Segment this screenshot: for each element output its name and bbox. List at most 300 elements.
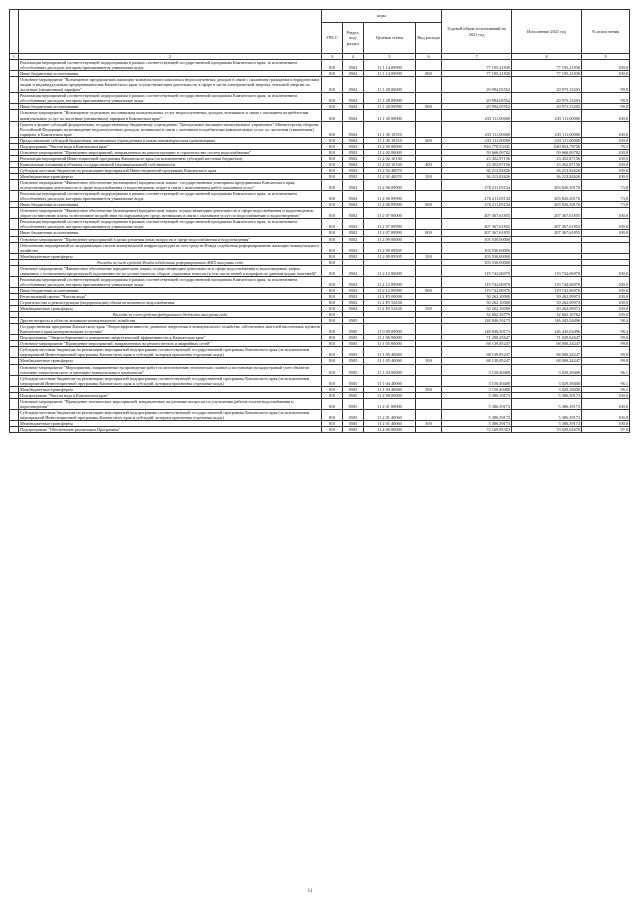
cell-plan: 3 150,40400 (442, 375, 512, 386)
cell-target-article: 11 2 00 00000 (364, 392, 416, 398)
cell-fact: 68 000,24247 (512, 347, 582, 358)
cell-fact: 3 029,38400 (512, 386, 582, 392)
cell-name: Основное мероприятие "Мероприятия, направленные на проведение работ по изготовлению технических планов и постановке на кадастровый учет объектов топливно-энергетического и жилищно-коммунального комплексов" (19, 364, 322, 375)
cell-target-article: 11 1 28 09990 (364, 93, 416, 104)
header-plan: Годовой объем ассигнований на 2021 год (442, 10, 512, 54)
cell-grbs: 810 (322, 77, 343, 93)
cell-fact (512, 242, 582, 253)
cell-name: Основное мероприятие "Проведение мероприятий, направленных на реконструкцию и строительство систем водоснабжения" (19, 149, 322, 155)
cell-razdel: 0505 (343, 364, 364, 375)
cell-fact: 70 029,02676 (512, 427, 582, 433)
cell-expense-type: 500 (416, 421, 442, 427)
cell-expense-type (416, 77, 442, 93)
cell-percent: 100,0 (582, 208, 630, 219)
cell-grbs: 810 (322, 398, 343, 409)
budget-table (9, 9, 630, 433)
cell-percent: 99,9 (582, 77, 630, 93)
cell-plan: 103 530,00000 (442, 253, 512, 259)
row-spacer-cell (10, 375, 19, 386)
cell-grbs: 810 (322, 121, 343, 137)
cell-expense-type (416, 276, 442, 287)
cell-fact: 20 975,13203 (512, 93, 582, 104)
cell-fact: 5 386,39173 (512, 398, 582, 409)
cell-percent: 78,5 (582, 143, 630, 149)
cell-percent: 99,6 (582, 335, 630, 341)
cell-plan: 20 994,05552 (442, 77, 512, 93)
cell-grbs: 810 (322, 276, 343, 287)
cell-fact: 5 386,39173 (512, 392, 582, 398)
cell-fact: 5 386,39173 (512, 409, 582, 420)
cell-name: Реализация мероприятий Инвестиционной программы Камчатского края (за исключением субсидий местным бюджетам) (19, 155, 322, 161)
cell-percent: 96,1 (582, 364, 630, 375)
cell-grbs: 810 (322, 71, 343, 77)
cell-grbs: 810 (322, 180, 343, 191)
cell-expense-type (416, 180, 442, 191)
cell-plan: 36 213,82626 (442, 173, 512, 179)
row-spacer-cell (10, 347, 19, 358)
cell-target-article: 11 2 09 00000 (364, 236, 416, 242)
table-row (10, 375, 630, 386)
cell-razdel: 0505 (343, 421, 364, 427)
cell-fact: 68 000,24247 (512, 341, 582, 347)
cell-fact: 119 742,06970 (512, 287, 582, 293)
cell-target-article: 11 1 14 09990 (364, 60, 416, 71)
cell-fact: 20 975,13203 (512, 104, 582, 110)
cell-expense-type (416, 208, 442, 219)
cell-target-article: 11 2 12 00000 (364, 265, 416, 276)
cell-razdel: 0502 (343, 93, 364, 104)
cell-razdel: 0502 (343, 242, 364, 253)
cell-expense-type: 800 (416, 71, 442, 77)
cell-plan: 68 139,85247 (442, 358, 512, 364)
cell-plan: 77 195,21830 (442, 71, 512, 77)
row-spacer-cell (10, 208, 19, 219)
cell-expense-type: 500 (416, 358, 442, 364)
table-row (10, 110, 630, 121)
cell-razdel: 0505 (343, 392, 364, 398)
header-codes: коды (322, 10, 442, 23)
cell-expense-type: 800 (416, 287, 442, 293)
cell-percent: 73,8 (582, 180, 630, 191)
cell-grbs: 810 (322, 287, 343, 293)
cell-name: Основное мероприятие "Проведение мероприятий, направленных на ремонт ветхих и аварийных сетей" (19, 341, 322, 347)
cell-grbs: 810 (322, 219, 343, 230)
table-row (10, 265, 630, 276)
cell-grbs: 810 (322, 324, 343, 335)
cell-percent: 99,9 (582, 104, 630, 110)
cell-plan: 207 367,61855 (442, 219, 512, 230)
cell-percent: 100,0 (582, 60, 630, 71)
cell-target-article: 11 4 00 00000 (364, 427, 416, 433)
cell-plan: 276 211,05134 (442, 202, 512, 208)
cell-razdel: 0505 (343, 427, 364, 433)
cell-target-article: 11 2 07 09990 (364, 230, 416, 236)
cell-plan: 207 367,61855 (442, 208, 512, 219)
cell-percent (582, 242, 630, 253)
cell-grbs: 810 (322, 259, 343, 265)
row-spacer-cell (10, 191, 19, 202)
cell-expense-type (416, 427, 442, 433)
cell-percent: 99,8 (582, 347, 630, 358)
cell-fact: 3 029,38400 (512, 375, 582, 386)
cell-percent: 100,0 (582, 287, 630, 293)
cell-percent: 100,0 (582, 230, 630, 236)
cell-razdel: 0502 (343, 149, 364, 155)
cell-percent: 100,0 (582, 71, 630, 77)
cell-fact: 5 386,39173 (512, 421, 582, 427)
cell-percent: 100,0 (582, 110, 630, 121)
cell-name: Межбюджетные трансферты (19, 253, 322, 259)
cell-grbs: 810 (322, 409, 343, 420)
cell-expense-type (416, 60, 442, 71)
cell-percent: 100,0 (582, 149, 630, 155)
cell-name: Иные бюджетные ассигнования (19, 104, 322, 110)
cell-percent: 100,0 (582, 167, 630, 173)
cell-grbs: 810 (322, 347, 343, 358)
cell-grbs: 810 (322, 242, 343, 253)
cell-percent: 100,0 (582, 155, 630, 161)
cell-grbs: 810 (322, 236, 343, 242)
cell-name: Расходы за счет средств Фонда содействия реформированию ЖКХ внесуммы года (19, 259, 322, 265)
cell-plan: 5 386,39173 (442, 409, 512, 420)
cell-name: Иные бюджетные ассигнования (19, 71, 322, 77)
cell-grbs: 810 (322, 167, 343, 173)
cell-fact: 207 367,61855 (512, 230, 582, 236)
cell-razdel: 0502 (343, 202, 364, 208)
cell-target-article: 11 1 05 40060 (364, 347, 416, 358)
cell-fact: 23 452,87156 (512, 161, 582, 167)
cell-name: Реализация мероприятий соответствующей подпрограммы в рамках соответствующей государственной программы Камчатского края, за исключением обособленных расходов, которым присваиваются уникальные коды (19, 191, 322, 202)
cell-razdel: 0505 (343, 347, 364, 358)
cell-razdel: 0505 (343, 358, 364, 364)
cell-percent: 99,8 (582, 341, 630, 347)
header-target-article: Целевая статья (364, 23, 416, 54)
cell-razdel: 0502 (343, 60, 364, 71)
cell-fact: 68 000,24247 (512, 358, 582, 364)
cell-plan: 23 452,87156 (442, 161, 512, 167)
cell-grbs: 810 (322, 364, 343, 375)
cell-razdel: 0502 (343, 287, 364, 293)
cell-plan: 119 742,06970 (442, 276, 512, 287)
cell-plan: 20 994,05552 (442, 93, 512, 104)
cell-percent: 100,0 (582, 300, 630, 306)
cell-percent: 100,0 (582, 161, 630, 167)
cell-razdel: 0505 (343, 375, 364, 386)
cell-plan: 119 742,06970 (442, 265, 512, 276)
cell-target-article: 11 1 14 09990 (364, 71, 416, 77)
table-row (10, 409, 630, 420)
cell-name: Межбюджетные трансферты (19, 358, 322, 364)
cell-name: Реализация мероприятий соответствующей подпрограммы в рамках соответствующей государственной программы Камчатского края, за исключением обособленных расходов, которым присваиваются уникальные коды (19, 60, 322, 71)
row-spacer-cell (10, 398, 19, 409)
cell-name: Иные бюджетные ассигнования (19, 202, 322, 208)
cell-name: Основное мероприятие "Проведение мероприятий в целях решения иных вопросов в сфере водоснабжения и водоотведения" (19, 236, 322, 242)
cell-expense-type: 500 (416, 253, 442, 259)
row-spacer-cell (10, 242, 19, 253)
cell-grbs: 810 (322, 318, 343, 324)
cell-percent: 100,0 (582, 421, 630, 427)
header-grbs: ГРБ С (322, 23, 343, 54)
cell-target-article: 11 2 06 00000 (364, 180, 416, 191)
cell-grbs: 810 (322, 358, 343, 364)
cell-expense-type (416, 347, 442, 358)
row-spacer-cell (10, 180, 19, 191)
cell-expense-type (416, 265, 442, 276)
cell-target-article: 11 1 30 00000 (364, 110, 416, 121)
cell-target-article: 11 2 01 00000 (364, 398, 416, 409)
cell-grbs: 810 (322, 149, 343, 155)
cell-razdel: 0505 (343, 318, 364, 324)
row-spacer-cell (10, 427, 19, 433)
cell-grbs: 810 (322, 375, 343, 386)
cell-name: Гранты в форме субсидий федеральному государственному бюджетному учреждению "Центральное жилищно-коммунальное управление" Министерства обороны Российской Федерации на возмещение недополученных доходов, возникших в связи с оказанием потребителям коммунальных услуг по льготным (сниженным) тарифам, в Камчатском крае (19, 121, 322, 137)
cell-razdel: 0502 (343, 276, 364, 287)
cell-target-article: 11 0 00 00000 (364, 324, 416, 335)
cell-name: Строительство и реконструкция (модернизация) объектов питьевого водоснабжения (19, 300, 322, 306)
cell-name: Субсидии местным бюджетам на реализацию мероприятий подпрограммы соответствующей государственной программы Камчатского края (за исключением мероприятий Инвестиционной программы Камчатского края и субсидий, которым присвоены отдельные коды) (19, 375, 322, 386)
cell-expense-type (416, 375, 442, 386)
cell-percent: 100,0 (582, 409, 630, 420)
cell-grbs: 810 (322, 293, 343, 299)
cell-fact: 207 367,61855 (512, 208, 582, 219)
cell-name: Субсидии местным бюджетам на реализацию мероприятий подпрограммы соответствующей государственной программы Камчатского края (за исключением мероприятий Инвестиционной программы Камчатского края и субсидий, которым присвоены отдельные коды) (19, 409, 322, 420)
cell-fact: 3 029,38400 (512, 364, 582, 375)
cell-name: Расходы за счет средств федерального бюджета внесуммы года (19, 312, 322, 318)
cell-fact: 207 367,61855 (512, 219, 582, 230)
cell-target-article: 11 2 F5 52430 (364, 300, 416, 306)
row-spacer-cell (10, 110, 19, 121)
cell-grbs: 810 (322, 265, 343, 276)
row-spacer-cell (10, 364, 19, 375)
cell-target-article: 11 2 02 10130 (364, 161, 416, 167)
cell-razdel: 0505 (343, 409, 364, 420)
cell-target-article: 11 1 05 40060 (364, 358, 416, 364)
table-row (10, 364, 630, 375)
row-spacer-cell (10, 409, 19, 420)
table-row (10, 242, 630, 253)
cell-percent: 96,1 (582, 375, 630, 386)
cell-plan: 148 846,50173 (442, 318, 512, 324)
cell-plan: 5 386,39173 (442, 421, 512, 427)
cell-name: Основное мероприятие "Проведение технических мероприятий, направленных на решение вопросов по улучшению работы систем водоснабжения и водоотведения" (19, 398, 322, 409)
cell-razdel: 0502 (343, 208, 364, 219)
cell-fact: 50 262,09973 (512, 300, 582, 306)
column-number: 1 (10, 54, 19, 60)
cell-name: Обеспечение мероприятий по модернизации систем коммунальной инфраструктуры за счет средств Фонда содействия реформированию жилищно-коммунального хозяйства (19, 242, 322, 253)
cell-plan: 20 994,05552 (442, 104, 512, 110)
table-row (10, 77, 630, 93)
cell-target-article: 11 2 09 09505 (364, 253, 416, 259)
cell-expense-type (416, 398, 442, 409)
cell-plan: 276 211,05134 (442, 180, 512, 191)
cell-razdel: 0502 (343, 110, 364, 121)
cell-plan: 23 452,87156 (442, 155, 512, 161)
cell-target-article: 11 2 F5 52430 (364, 306, 416, 312)
cell-plan: 207 367,61855 (442, 230, 512, 236)
cell-plan: 3 150,40400 (442, 386, 512, 392)
column-number: 3 (322, 54, 343, 60)
header-percent: % испол нения (582, 10, 630, 54)
cell-plan: 36 213,82626 (442, 167, 512, 173)
cell-grbs: 810 (322, 386, 343, 392)
cell-grbs: 810 (322, 104, 343, 110)
cell-expense-type (416, 324, 442, 335)
cell-fact: 203 826,30176 (512, 202, 582, 208)
cell-name: Предоставление субсидий бюджетным, автономным учреждениям и иным некоммерческим организациям (19, 137, 322, 143)
cell-razdel: 0505 (343, 341, 364, 347)
cell-name: Межбюджетные трансферты (19, 173, 322, 179)
cell-name: Подпрограмма "Энергосбережение и повышение энергетической эффективности в Камчатском крае" (19, 335, 322, 341)
cell-fact: 20 975,13203 (512, 77, 582, 93)
cell-razdel: 0502 (343, 137, 364, 143)
cell-grbs: 810 (322, 143, 343, 149)
table-row (10, 347, 630, 358)
table-row (10, 93, 630, 104)
cell-grbs: 810 (322, 60, 343, 71)
cell-name: Основное мероприятие "Возмещение предприятиям жилищно-коммунального комплекса недополученных доходов в связи с оказанием гражданам и юридическим лицам и индивидуальным предпринимателям Камчатского края, осуществляющим деятельность в сфере в части электрической энергии, тепловой энергии по льготным (сниженным) тарифам" (19, 77, 322, 93)
column-number: 6 (416, 54, 442, 60)
header-expense-type: Вид расхода (416, 23, 442, 54)
cell-target-article: 11 2 06 09990 (364, 191, 416, 202)
cell-grbs: 810 (322, 300, 343, 306)
cell-grbs: 810 (322, 173, 343, 179)
row-spacer-cell (10, 93, 19, 104)
cell-name: Основное мероприятие "Возмещение отдельным поставщикам коммунальных услуг недополученных доходов, возникших в связи с оказанием потребителям коммунальных услуг по льготным (сниженным) тарифам в Камчатском крае" (19, 110, 322, 121)
column-number: 8 (512, 54, 582, 60)
cell-target-article: 11 2 02 10130 (364, 155, 416, 161)
cell-razdel: 0502 (343, 167, 364, 173)
cell-name: Основное мероприятие "Финансовое обеспечение (возмещение) юридическим лицам - государственным унитарным предприятиям Камчатского края, осуществляющим деятельность в сфере водоснабжения и водоотведения, затрат в связи с выполнением работ, оказанием услуг" (19, 180, 322, 191)
cell-plan: 103 530,00000 (442, 242, 512, 253)
cell-plan: 77 195,21830 (442, 60, 512, 71)
cell-name: Субсидии местным бюджетам на реализацию мероприятий подпрограммы соответствующей государственной программы Камчатского края (за исключением мероприятий Инвестиционной программы Камчатского края и субсидий, которым присвоены отдельные коды) (19, 347, 322, 358)
cell-fact: 36 213,82626 (512, 173, 582, 179)
cell-target-article: 11 2 00 00000 (364, 143, 416, 149)
cell-percent: 73,8 (582, 202, 630, 208)
cell-percent: 100,0 (582, 265, 630, 276)
row-spacer-cell (10, 219, 19, 230)
row-spacer-cell (10, 324, 19, 335)
cell-percent: 73,8 (582, 191, 630, 202)
cell-plan: 816 779,53341 (442, 143, 512, 149)
cell-fact: 233 111,00000 (512, 137, 582, 143)
cell-fact: 119 742,06970 (512, 276, 582, 287)
cell-name: Подпрограмма "Чистая вода в Камчатском крае" (19, 392, 322, 398)
cell-grbs: 810 (322, 392, 343, 398)
table-row (10, 180, 630, 191)
cell-grbs: 810 (322, 110, 343, 121)
cell-plan: 119 742,06970 (442, 287, 512, 293)
cell-plan: 50 262,10000 (442, 293, 512, 299)
cell-target-article: 11 1 05 00000 (364, 341, 416, 347)
cell-razdel: 0502 (343, 236, 364, 242)
cell-razdel: 0502 (343, 77, 364, 93)
row-spacer-cell (10, 60, 19, 71)
cell-grbs: 810 (322, 191, 343, 202)
cell-name: Межбюджетные трансферты (19, 306, 322, 312)
cell-target-article: 11 2 02 40070 (364, 173, 416, 179)
cell-name: Государственная программа Камчатского края "Энергоэффективность, развитие энергетики и коммунального хозяйства, обеспечение жителей населенных пунктов Камчатского края коммунальными услугами" (20, 324, 320, 335)
cell-grbs: 810 (322, 208, 343, 219)
cell-plan: 5 386,39173 (442, 398, 512, 409)
cell-expense-type: 800 (416, 230, 442, 236)
cell-razdel: 0502 (343, 300, 364, 306)
cell-fact: 233 111,00000 (512, 121, 582, 137)
cell-fact: 640 854,78756 (512, 143, 582, 149)
table-row (10, 60, 630, 71)
cell-razdel: 0502 (343, 155, 364, 161)
column-number: 9 (582, 54, 630, 60)
cell-fact: 233 111,00000 (512, 110, 582, 121)
cell-fact: 36 213,82626 (512, 167, 582, 173)
row-spacer-cell (10, 77, 19, 93)
cell-name: Основное мероприятие "Финансовое обеспечение юридическим лицам, осуществляющим деятельность в сфере водоснабжения и водоотведения, затрат, связанных с погашением кредиторской задолженности по уплате налогов, сборов, страховых взносов (в том числе пеней и штрафов по данным видам платежей)" (19, 265, 322, 276)
cell-expense-type (416, 93, 442, 104)
cell-target-article: 11 1 30 10310 (364, 137, 416, 143)
cell-fact: 77 195,21830 (512, 60, 582, 71)
cell-razdel: 0502 (343, 161, 364, 167)
cell-razdel: 0502 (343, 265, 364, 276)
cell-plan: 276 211,05134 (442, 191, 512, 202)
cell-target-article: 11 2 12 09990 (364, 276, 416, 287)
cell-grbs: 810 (322, 93, 343, 104)
cell-percent: 100,0 (582, 173, 630, 179)
cell-plan: 72 169,85353 (442, 427, 512, 433)
cell-razdel: 0505 (343, 386, 364, 392)
cell-target-article: 11 2 09 09505 (364, 242, 416, 253)
cell-target-article: 11 2 02 00000 (364, 149, 416, 155)
cell-percent: 98,4 (582, 318, 630, 324)
cell-name: Межбюджетные трансферты (19, 421, 322, 427)
table-row (10, 427, 630, 433)
cell-target-article: 11 2 F5 00000 (364, 293, 416, 299)
cell-name: Подпрограмма "Обеспечение реализации Программы" (19, 427, 322, 433)
cell-target-article: 11 1 04 00000 (364, 364, 416, 375)
cell-expense-type (416, 110, 442, 121)
cell-razdel: 0502 (343, 306, 364, 312)
cell-expense-type: 600 (416, 137, 442, 143)
cell-grbs: 810 (322, 161, 343, 167)
cell-expense-type (416, 409, 442, 420)
cell-target-article: 11 1 30 10310 (364, 121, 416, 137)
cell-percent: 100,0 (582, 392, 630, 398)
cell-razdel: 0502 (343, 121, 364, 137)
column-number: 7 (442, 54, 512, 60)
cell-fact: 119 742,06970 (512, 265, 582, 276)
cell-percent: 97,0 (582, 427, 630, 433)
cell-plan: 50 262,10000 (442, 300, 512, 306)
table-row (10, 324, 630, 335)
table-row (10, 398, 630, 409)
cell-razdel: 0502 (343, 143, 364, 149)
cell-razdel: 0502 (343, 293, 364, 299)
cell-razdel: 0502 (343, 253, 364, 259)
cell-grbs: 810 (322, 155, 343, 161)
cell-plan: 148 846,50173 (442, 324, 512, 335)
cell-target-article: 11 2 01 40060 (364, 409, 416, 420)
cell-target-article: 11 1 04 40060 (364, 375, 416, 386)
cell-name: Реализация мероприятий соответствующей подпрограммы в рамках соответствующей государственной программы Камчатского края, за исключением обособленных расходов, которым присваиваются уникальные коды (19, 219, 322, 230)
table-row (10, 219, 630, 230)
cell-plan: 59 666,09782 (442, 149, 512, 155)
table-row (10, 191, 630, 202)
cell-name: Реализация мероприятий соответствующей подпрограммы в рамках соответствующей государственной программы Камчатского края, за исключением обособленных расходов, которым присваиваются уникальные коды (19, 276, 322, 287)
cell-plan: 50 262,10000 (442, 306, 512, 312)
cell-target-article: 11 2 02 40070 (364, 167, 416, 173)
cell-name: Субсидии местным бюджетам на реализацию мероприятий Инвестиционной программы Камчатского края (19, 167, 322, 173)
cell-fact: 50 262,09973 (512, 306, 582, 312)
cell-expense-type: 500 (416, 386, 442, 392)
